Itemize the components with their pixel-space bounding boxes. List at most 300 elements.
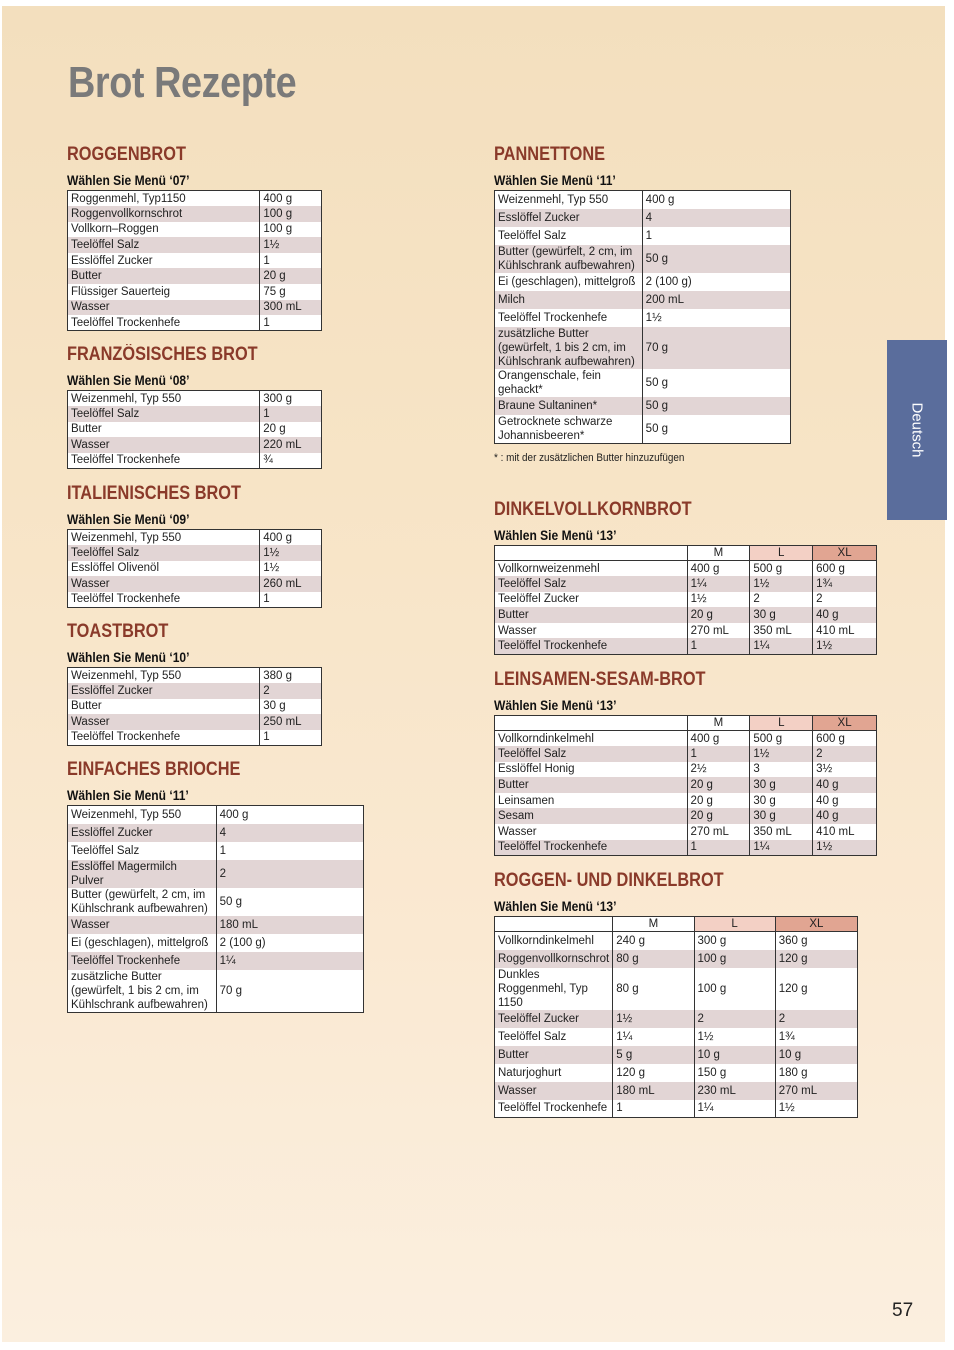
table-row	[68, 391, 322, 407]
page	[2, 6, 945, 1342]
amount-cell: 400 g	[219, 808, 249, 821]
ingredient-cell: Esslöffel Zucker	[68, 824, 217, 842]
ingredient-cell: Teelöffel Salz	[495, 227, 643, 245]
table-row	[68, 699, 322, 715]
table-row	[68, 530, 322, 546]
amount-cell: 120 g	[778, 982, 808, 995]
amount-cell: 400 g	[687, 731, 750, 747]
amount-cell: 500 g	[750, 731, 813, 747]
ingredient-cell: zusätzliche Butter (gewürfelt, 1 bis 2 cm, im Kühlschrank aufbewahren)	[495, 327, 643, 369]
amount-cell: 30 g	[263, 700, 286, 713]
table-row	[68, 842, 364, 860]
amount-cell: 380 g	[263, 669, 292, 682]
ingredient-cell: Teelöffel Zucker	[495, 1010, 613, 1028]
table-row	[68, 561, 322, 577]
amount-cell: 1	[687, 840, 750, 856]
amount-cell: 2	[775, 1010, 857, 1028]
ingredient-cell: Dunkles Roggenmehl, Typ 1150	[495, 968, 613, 1010]
recipe-table	[494, 545, 877, 655]
table-row	[68, 206, 322, 222]
ingredient-cell: Teelöffel Trockenhefe	[495, 638, 688, 654]
table-row	[495, 746, 877, 762]
table-row	[68, 860, 364, 888]
amount-cell: 600 g	[816, 562, 845, 575]
amount-cell: 100 g	[263, 223, 293, 236]
table-row	[495, 968, 858, 1010]
section-title: LEINSAMEN-SESAM-BROT	[494, 669, 706, 690]
amount-cell: 220 mL	[260, 437, 322, 453]
amount-cell: 1	[645, 229, 653, 242]
amount-cell: 3	[750, 762, 813, 778]
section-title: ITALIENISCHES BROT	[67, 483, 242, 504]
ingredient-cell: Teelöffel Salz	[68, 406, 260, 422]
table-row	[68, 824, 364, 842]
table-row	[68, 952, 364, 970]
recipe-table	[67, 667, 322, 746]
amount-cell: 300 g	[263, 392, 292, 405]
table-row	[68, 576, 322, 592]
ingredient-cell: Esslöffel Zucker	[68, 683, 260, 699]
amount-cell: 1½	[813, 638, 877, 654]
amount-cell: 120 g	[613, 1064, 694, 1082]
amount-cell: 1½	[613, 1010, 694, 1028]
ingredient-cell: Vollkornweizenmehl	[495, 561, 688, 577]
table-row	[495, 1064, 858, 1082]
table-row	[495, 209, 791, 227]
size-header-m: M	[687, 716, 750, 731]
section-pannettone	[494, 144, 791, 464]
amount-cell: 3½	[816, 763, 833, 776]
amount-cell: 40 g	[813, 777, 877, 793]
amount-cell: 180 mL	[613, 1082, 694, 1100]
ingredient-cell: Weizenmehl, Typ 550	[68, 806, 217, 824]
ingredient-cell: Weizenmehl, Typ 550	[495, 191, 643, 209]
ingredient-cell: Butter	[68, 268, 260, 284]
ingredient-cell: Roggenvollkornschrot	[495, 950, 613, 968]
table-row	[495, 840, 877, 856]
menu-label: Wählen Sie Menü ‘13’	[494, 898, 617, 914]
ingredient-cell: Ei (geschlagen), mittelgroß	[68, 934, 217, 952]
amount-cell: 200 mL	[642, 291, 790, 309]
table-row	[68, 406, 322, 422]
table-row	[495, 1082, 858, 1100]
amount-cell: 2	[694, 1010, 775, 1028]
table-row	[495, 793, 877, 809]
ingredient-cell: Naturjoghurt	[495, 1064, 613, 1082]
amount-cell: 2	[813, 746, 877, 762]
amount-cell: 240 g	[613, 932, 694, 950]
table-row	[495, 561, 877, 577]
table-row	[68, 714, 322, 730]
size-header-xl: XL	[813, 546, 877, 561]
amount-cell: 20 g	[263, 423, 286, 436]
ingredient-cell: Teelöffel Salz	[495, 746, 688, 762]
menu-label: Wählen Sie Menü ‘13’	[494, 527, 617, 543]
amount-cell: 400 g	[645, 193, 675, 206]
table-row	[68, 888, 364, 916]
section-roggen-und-dinkelbrot	[494, 870, 858, 1118]
menu-label: Wählen Sie Menü ‘13’	[494, 697, 617, 713]
section-title: TOASTBROT	[67, 621, 169, 642]
ingredient-cell: Ei (geschlagen), mittelgroß	[495, 273, 643, 291]
amount-cell: 10 g	[775, 1046, 857, 1064]
amount-cell: 260 mL	[260, 576, 322, 592]
amount-cell: 1¼	[216, 952, 363, 970]
ingredient-cell: Weizenmehl, Typ 550	[68, 668, 260, 684]
amount-cell: 40 g	[813, 607, 877, 623]
table-row	[495, 309, 791, 327]
section-dinkelvollkornbrot	[494, 499, 877, 655]
section-title: ROGGENBROT	[67, 144, 186, 165]
amount-cell: 2 (100 g)	[645, 275, 692, 288]
amount-cell: 20 g	[687, 793, 750, 809]
amount-cell: 600 g	[816, 732, 845, 745]
amount-cell: 250 mL	[260, 714, 322, 730]
section-einfaches-brioche	[67, 759, 364, 1013]
ingredient-cell: Vollkorn–Roggen	[68, 222, 260, 238]
table-row	[495, 227, 791, 245]
ingredient-cell: Wasser	[495, 623, 688, 639]
table-row	[495, 1100, 858, 1118]
table-row	[68, 668, 322, 684]
table-row	[495, 273, 791, 291]
ingredient-cell: Wasser	[68, 300, 260, 316]
ingredient-cell: Wasser	[495, 1082, 613, 1100]
amount-cell: 50 g	[642, 245, 790, 273]
table-row	[495, 623, 877, 639]
ingredient-cell: Braune Sultaninen*	[495, 397, 643, 415]
table-row	[495, 576, 877, 592]
amount-cell: 1	[263, 593, 270, 606]
amount-cell: 100 g	[260, 206, 322, 222]
ingredient-cell: Teelöffel Salz	[495, 576, 688, 592]
amount-cell: 30 g	[750, 777, 813, 793]
header-blank	[495, 546, 688, 561]
amount-cell: 70 g	[642, 327, 790, 369]
ingredient-cell: Orangenschale, fein gehackt*	[495, 369, 643, 397]
amount-cell: 30 g	[750, 808, 813, 824]
amount-cell: 4	[216, 824, 363, 842]
ingredient-cell: Esslöffel Honig	[495, 762, 688, 778]
page-title: Brot Rezepte	[68, 58, 297, 107]
table-row	[68, 268, 322, 284]
amount-cell: 1½	[260, 237, 322, 253]
amount-cell: 230 mL	[694, 1082, 775, 1100]
section-roggenbrot	[67, 144, 322, 331]
menu-label: Wählen Sie Menü ‘11’	[494, 172, 616, 188]
amount-cell: 350 mL	[750, 623, 813, 639]
ingredient-cell: Wasser	[495, 824, 688, 840]
amount-cell: 30 g	[750, 607, 813, 623]
amount-cell: 20 g	[687, 777, 750, 793]
amount-cell: 270 mL	[687, 623, 750, 639]
table-row	[495, 1010, 858, 1028]
ingredient-cell: Esslöffel Zucker	[495, 209, 643, 227]
amount-cell: 300 mL	[260, 300, 322, 316]
amount-cell: 1	[263, 254, 270, 267]
ingredient-cell: Leinsamen	[495, 793, 688, 809]
table-row	[495, 397, 791, 415]
ingredient-cell: Teelöffel Salz	[68, 842, 217, 860]
language-tab-label: Deutsch	[908, 402, 926, 458]
header-blank	[495, 917, 613, 932]
table-row	[495, 762, 877, 778]
table-row	[68, 916, 364, 934]
ingredient-cell: Teelöffel Trockenhefe	[68, 952, 217, 970]
ingredient-cell: Teelöffel Trockenhefe	[68, 592, 260, 608]
table-row	[495, 1046, 858, 1064]
section-franzoesisches-brot	[67, 344, 322, 469]
amount-cell: 40 g	[813, 808, 877, 824]
table-row	[68, 592, 322, 608]
footnote: * : mit der zusätzlichen Butter hinzuzufügen	[494, 451, 685, 464]
table-row	[68, 222, 322, 238]
table-row	[68, 730, 322, 746]
amount-cell: 40 g	[816, 794, 839, 807]
amount-cell: 1¼	[687, 576, 750, 592]
table-row	[68, 683, 322, 699]
recipe-table	[494, 916, 858, 1118]
table-row	[495, 245, 791, 273]
amount-cell: 1¾	[778, 1030, 795, 1043]
table-row	[495, 638, 877, 654]
ingredient-cell: Flüssiger Sauerteig	[68, 284, 260, 300]
amount-cell: ¾	[263, 454, 273, 467]
amount-cell: 10 g	[694, 1046, 775, 1064]
ingredient-cell: Roggenmehl, Typ1150	[68, 191, 260, 207]
amount-cell: 500 g	[750, 561, 813, 577]
ingredient-cell: Getrocknete schwarze Johannisbeeren*	[495, 415, 643, 444]
ingredient-cell: Weizenmehl, Typ 550	[68, 530, 260, 546]
menu-label: Wählen Sie Menü ‘07’	[67, 172, 190, 188]
recipe-table	[67, 805, 364, 1013]
menu-label: Wählen Sie Menü ‘10’	[67, 649, 190, 665]
table-row	[68, 191, 322, 207]
amount-cell: 1½	[687, 592, 750, 608]
ingredient-cell: Roggenvollkornschrot	[68, 206, 260, 222]
ingredient-cell: Teelöffel Trockenhefe	[68, 730, 260, 746]
ingredient-cell: Butter	[495, 777, 688, 793]
amount-cell: 100 g	[694, 968, 775, 1010]
amount-cell: 1½	[260, 545, 322, 561]
ingredient-cell: Wasser	[68, 714, 260, 730]
menu-label: Wählen Sie Menü ‘11’	[67, 787, 189, 803]
table-row	[68, 422, 322, 438]
table-row	[68, 315, 322, 331]
section-leinsamen-sesam-brot	[494, 669, 877, 856]
ingredient-cell: Butter	[68, 699, 260, 715]
section-italienisches-brot	[67, 483, 322, 608]
amount-cell: 410 mL	[816, 825, 855, 838]
table-row	[495, 607, 877, 623]
recipe-table	[67, 190, 322, 331]
ingredient-cell: Butter	[68, 422, 260, 438]
table-row	[68, 545, 322, 561]
amount-cell: 1	[613, 1100, 694, 1118]
size-header-l: L	[694, 917, 775, 932]
size-header-row	[495, 917, 858, 932]
recipe-table	[67, 390, 322, 469]
ingredient-cell: Vollkorndinkelmehl	[495, 731, 688, 747]
table-row	[495, 808, 877, 824]
amount-cell: 4	[642, 209, 790, 227]
amount-cell: 20 g	[687, 808, 750, 824]
amount-cell: 1¼	[750, 840, 813, 856]
table-row	[495, 731, 877, 747]
amount-cell: 1¼	[613, 1028, 694, 1046]
amount-cell: 1¼	[694, 1100, 775, 1118]
amount-cell: 120 g	[775, 950, 857, 968]
size-header-m: M	[687, 546, 750, 561]
section-title: EINFACHES BRIOCHE	[67, 759, 241, 780]
ingredient-cell: Teelöffel Salz	[68, 545, 260, 561]
amount-cell: 70 g	[219, 984, 242, 997]
ingredient-cell: Teelöffel Salz	[495, 1028, 613, 1046]
table-row	[495, 777, 877, 793]
amount-cell: 1	[260, 406, 322, 422]
amount-cell: 400 g	[687, 561, 750, 577]
section-title: PANNETTONE	[494, 144, 606, 165]
ingredient-cell: Teelöffel Salz	[68, 237, 260, 253]
table-row	[68, 437, 322, 453]
size-header-xl: XL	[813, 716, 877, 731]
amount-cell: 2	[816, 593, 823, 606]
ingredient-cell: Milch	[495, 291, 643, 309]
ingredient-cell: Esslöffel Olivenöl	[68, 561, 260, 577]
size-header-l: L	[750, 546, 813, 561]
size-header-l: L	[750, 716, 813, 731]
ingredient-cell: Esslöffel Zucker	[68, 253, 260, 269]
amount-cell: 1¼	[750, 638, 813, 654]
ingredient-cell: Teelöffel Zucker	[495, 592, 688, 608]
amount-cell: 1½	[645, 311, 662, 324]
table-row	[495, 327, 791, 369]
amount-cell: 180 g	[778, 1066, 808, 1079]
table-row	[68, 237, 322, 253]
amount-cell: 100 g	[694, 950, 775, 968]
amount-cell: 1½	[813, 840, 877, 856]
amount-cell: 1	[263, 316, 270, 329]
ingredient-cell: Butter (gewürfelt, 2 cm, im Kühlschrank aufbewahren)	[68, 888, 217, 916]
ingredient-cell: Sesam	[495, 808, 688, 824]
recipe-table	[494, 715, 877, 856]
recipe-table	[67, 529, 322, 608]
table-row	[495, 191, 791, 209]
amount-cell: 1	[263, 731, 270, 744]
size-header-xl: XL	[775, 917, 857, 932]
table-row	[495, 950, 858, 968]
amount-cell: 2 (100 g)	[219, 936, 266, 949]
ingredient-cell: Wasser	[68, 916, 217, 934]
amount-cell: 1¾	[813, 576, 877, 592]
ingredient-cell: Weizenmehl, Typ 550	[68, 391, 260, 407]
size-header-m: M	[613, 917, 694, 932]
ingredient-cell: Wasser	[68, 437, 260, 453]
page-number: 57	[892, 1300, 914, 1321]
amount-cell: 300 g	[694, 932, 775, 950]
recipe-table	[494, 190, 791, 444]
table-row	[495, 932, 858, 950]
section-title: DINKELVOLLKORNBROT	[494, 499, 692, 520]
ingredient-cell: Teelöffel Trockenhefe	[495, 309, 643, 327]
table-row	[68, 806, 364, 824]
amount-cell: 75 g	[263, 285, 286, 298]
section-title: FRANZÖSISCHES BROT	[67, 344, 258, 365]
amount-cell: 5 g	[613, 1046, 694, 1064]
amount-cell: 20 g	[687, 607, 750, 623]
amount-cell: 1½	[750, 576, 813, 592]
ingredient-cell: Wasser	[68, 576, 260, 592]
amount-cell: 1½	[694, 1028, 775, 1046]
table-row	[68, 934, 364, 952]
amount-cell: 20 g	[260, 268, 322, 284]
table-row	[68, 284, 322, 300]
table-row	[495, 415, 791, 444]
amount-cell: 1½	[750, 746, 813, 762]
table-row	[495, 291, 791, 309]
amount-cell: 80 g	[613, 950, 694, 968]
amount-cell: 2	[260, 683, 322, 699]
table-row	[68, 970, 364, 1013]
section-toastbrot	[67, 621, 322, 746]
size-header-row	[495, 716, 877, 731]
ingredient-cell: Teelöffel Trockenhefe	[495, 1100, 613, 1118]
table-row	[68, 253, 322, 269]
amount-cell: 30 g	[750, 793, 813, 809]
ingredient-cell: Vollkorndinkelmehl	[495, 932, 613, 950]
table-row	[495, 592, 877, 608]
ingredient-cell: Esslöffel Magermilch Pulver	[68, 860, 217, 888]
amount-cell: 80 g	[613, 968, 694, 1010]
amount-cell: 50 g	[642, 397, 790, 415]
size-header-row	[495, 546, 877, 561]
amount-cell: 360 g	[778, 934, 808, 947]
amount-cell: 1	[687, 746, 750, 762]
ingredient-cell: Teelöffel Trockenhefe	[68, 315, 260, 331]
ingredient-cell: Butter (gewürfelt, 2 cm, im Kühlschrank aufbewahren)	[495, 245, 643, 273]
amount-cell: 50 g	[645, 422, 669, 435]
amount-cell: 1½	[263, 562, 280, 575]
amount-cell: 150 g	[694, 1064, 775, 1082]
amount-cell: 270 mL	[775, 1082, 857, 1100]
amount-cell: 50 g	[645, 376, 669, 389]
amount-cell: 400 g	[263, 192, 293, 205]
ingredient-cell: Butter	[495, 1046, 613, 1064]
header-blank	[495, 716, 688, 731]
section-title: ROGGEN- UND DINKELBROT	[494, 870, 724, 891]
amount-cell: 400 g	[263, 531, 292, 544]
amount-cell: 50 g	[219, 895, 242, 908]
amount-cell: 410 mL	[816, 624, 855, 637]
ingredient-cell: Butter	[495, 607, 688, 623]
ingredient-cell: Teelöffel Trockenhefe	[68, 453, 260, 469]
amount-cell: 2	[750, 592, 813, 608]
amount-cell: 1½	[778, 1102, 795, 1115]
amount-cell: 1	[687, 638, 750, 654]
language-tab[interactable]	[887, 340, 947, 520]
menu-label: Wählen Sie Menü ‘08’	[67, 372, 190, 388]
table-row	[68, 453, 322, 469]
menu-label: Wählen Sie Menü ‘09’	[67, 511, 190, 527]
amount-cell: 350 mL	[750, 824, 813, 840]
ingredient-cell: Teelöffel Trockenhefe	[495, 840, 688, 856]
ingredient-cell: zusätzliche Butter (gewürfelt, 1 bis 2 cm, im Kühlschrank aufbewahren)	[68, 970, 217, 1013]
amount-cell: 180 mL	[216, 916, 363, 934]
amount-cell: 2	[216, 860, 363, 888]
amount-cell: 1	[219, 844, 227, 857]
table-row	[495, 1028, 858, 1046]
amount-cell: 2½	[687, 762, 750, 778]
